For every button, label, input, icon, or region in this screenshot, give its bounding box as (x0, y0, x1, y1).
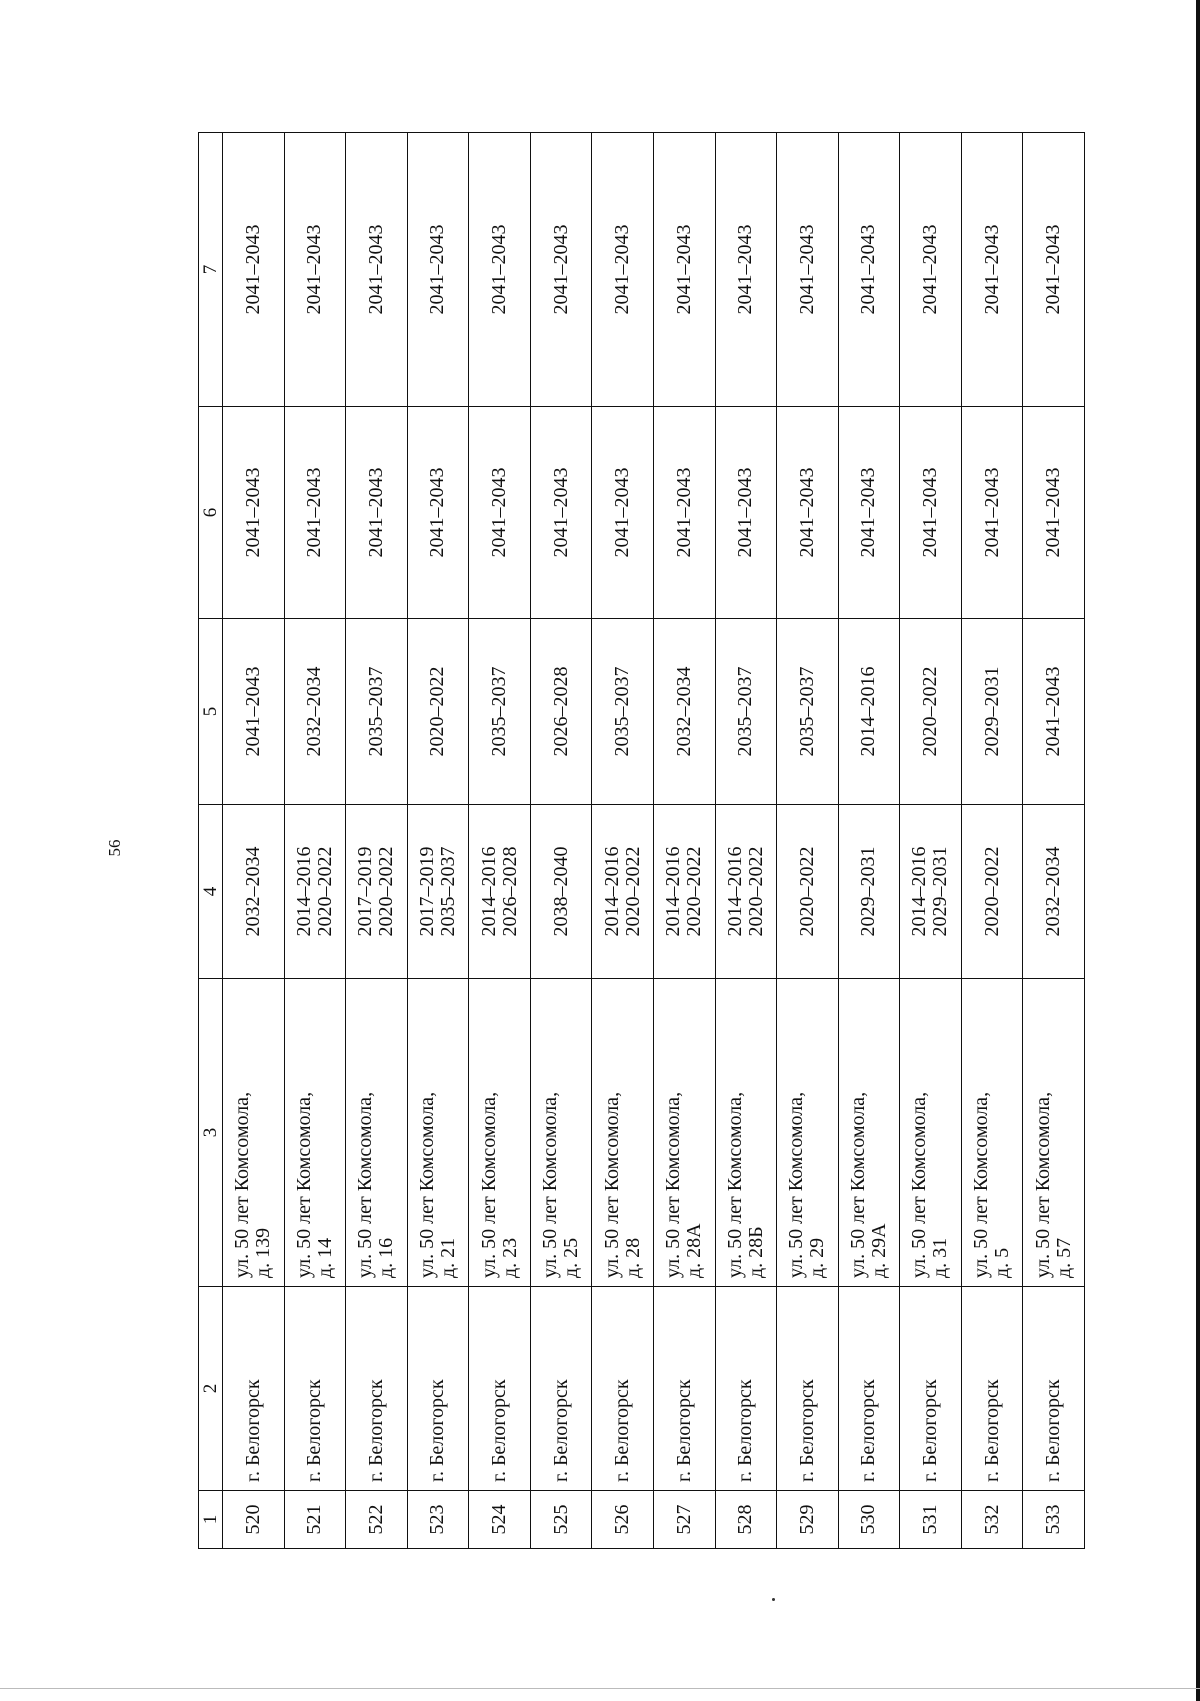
city-cell: г. Белогорск (715, 1287, 777, 1491)
city-cell: г. Белогорск (346, 1287, 408, 1491)
city-cell: г. Белогорск (838, 1287, 900, 1491)
period-5-cell: 2035–2037 (469, 619, 531, 805)
table-row (530, 133, 592, 1549)
period-4-cell (900, 805, 962, 979)
cell-line: ул. 50 лет Комсомола, (908, 1091, 931, 1278)
period-5-cell: 2032–2034 (653, 619, 715, 805)
cell-line: 2020–2022 (744, 846, 767, 937)
period-4-cell (653, 805, 715, 979)
period-7-cell: 2041–2043 (346, 133, 408, 407)
period-6-cell: 2041–2043 (284, 407, 346, 619)
row-number-cell: 520 (223, 1491, 285, 1549)
period-7-cell: 2041–2043 (777, 133, 839, 407)
header-cell-5: 5 (199, 619, 223, 805)
period-6-cell: 2041–2043 (715, 407, 777, 619)
period-7-cell: 2041–2043 (284, 133, 346, 407)
header-cell-4: 4 (199, 805, 223, 979)
cell-line: ул. 50 лет Комсомола, (477, 1091, 500, 1278)
row-number-cell: 521 (284, 1491, 346, 1549)
city-cell: г. Белогорск (469, 1287, 531, 1491)
page-number: 56 (105, 839, 124, 857)
period-6-cell: 2041–2043 (961, 407, 1023, 619)
period-7-cell: 2041–2043 (1023, 133, 1085, 407)
city-cell: г. Белогорск (777, 1287, 839, 1491)
period-6-cell: 2041–2043 (900, 407, 962, 619)
cell-line: ул. 50 лет Комсомола, (292, 1091, 315, 1278)
cell-line: 2026–2028 (498, 846, 521, 937)
city-cell: г. Белогорск (223, 1287, 285, 1491)
period-7-cell: 2041–2043 (592, 133, 654, 407)
header-cell-7: 7 (199, 133, 223, 407)
row-number-cell: 526 (592, 1491, 654, 1549)
cell-line: ул. 50 лет Комсомола, (970, 1091, 993, 1278)
period-5-cell: 2035–2037 (777, 619, 839, 805)
cell-line: д. 28Б (744, 1226, 767, 1278)
address-cell (530, 979, 592, 1287)
cell-line: 2020–2022 (683, 846, 706, 937)
cell-line: д. 29 (806, 1237, 829, 1278)
period-7-cell: 2041–2043 (530, 133, 592, 407)
table-row (715, 133, 777, 1549)
cell-line: ул. 50 лет Комсомола, (846, 1091, 869, 1278)
cell-line: д. 23 (498, 1237, 521, 1278)
row-number-cell: 529 (777, 1491, 839, 1549)
period-5-cell: 2020–2022 (900, 619, 962, 805)
cell-line: 2029–2031 (857, 846, 880, 937)
cell-line: 2020–2022 (980, 846, 1003, 937)
table-row (346, 133, 408, 1549)
row-number-cell: 522 (346, 1491, 408, 1549)
cell-line: 2014–2016 (723, 846, 746, 937)
city-cell: г. Белогорск (592, 1287, 654, 1491)
period-5-cell: 2041–2043 (1023, 619, 1085, 805)
period-6-cell: 2041–2043 (346, 407, 408, 619)
cell-line: ул. 50 лет Комсомола, (1031, 1091, 1054, 1278)
scan-bottom-line (0, 1688, 1200, 1689)
city-cell: г. Белогорск (653, 1287, 715, 1491)
city-cell: г. Белогорск (530, 1287, 592, 1491)
period-4-cell (592, 805, 654, 979)
cell-line: д. 139 (252, 1227, 275, 1278)
header-row (199, 133, 223, 1549)
period-4-cell (407, 805, 469, 979)
cell-line: ул. 50 лет Комсомола, (600, 1091, 623, 1278)
address-cell (715, 979, 777, 1287)
cell-line: 2014–2016 (908, 846, 931, 937)
period-7-cell: 2041–2043 (961, 133, 1023, 407)
cell-line: 2014–2016 (292, 846, 315, 937)
table-row (961, 133, 1023, 1549)
table-row (284, 133, 346, 1549)
cell-line: д. 5 (991, 1247, 1014, 1278)
period-5-cell: 2029–2031 (961, 619, 1023, 805)
city-cell: г. Белогорск (961, 1287, 1023, 1491)
address-cell (284, 979, 346, 1287)
address-cell (407, 979, 469, 1287)
table-row (900, 133, 962, 1549)
address-cell (838, 979, 900, 1287)
period-7-cell: 2041–2043 (900, 133, 962, 407)
cell-line: 2017–2019 (354, 846, 377, 937)
table-row (838, 133, 900, 1549)
cell-line: ул. 50 лет Комсомола, (539, 1091, 562, 1278)
row-number-cell: 524 (469, 1491, 531, 1549)
period-6-cell: 2041–2043 (653, 407, 715, 619)
table-row (653, 133, 715, 1549)
period-6-cell: 2041–2043 (469, 407, 531, 619)
period-6-cell: 2041–2043 (838, 407, 900, 619)
cell-line: д. 14 (313, 1237, 336, 1278)
period-7-cell: 2041–2043 (469, 133, 531, 407)
cell-line: 2020–2022 (621, 846, 644, 937)
period-7-cell: 2041–2043 (715, 133, 777, 407)
period-6-cell: 2041–2043 (777, 407, 839, 619)
period-4-cell (715, 805, 777, 979)
row-number-cell: 527 (653, 1491, 715, 1549)
period-4-cell (284, 805, 346, 979)
city-cell: г. Белогорск (284, 1287, 346, 1491)
cell-line: ул. 50 лет Комсомола, (415, 1091, 438, 1278)
table-row (469, 133, 531, 1549)
address-cell (900, 979, 962, 1287)
cell-line: д. 25 (560, 1237, 583, 1278)
period-6-cell: 2041–2043 (407, 407, 469, 619)
city-cell: г. Белогорск (407, 1287, 469, 1491)
schedule-table (198, 132, 1085, 1549)
cell-line: 2020–2022 (375, 846, 398, 937)
row-number-cell: 530 (838, 1491, 900, 1549)
table-row (223, 133, 285, 1549)
period-7-cell: 2041–2043 (838, 133, 900, 407)
address-cell (346, 979, 408, 1287)
address-cell (469, 979, 531, 1287)
header-cell-2: 2 (199, 1287, 223, 1491)
cell-line: д. 57 (1052, 1237, 1075, 1278)
period-6-cell: 2041–2043 (592, 407, 654, 619)
cell-line: д. 16 (375, 1237, 398, 1278)
cell-line: 2038–2040 (549, 846, 572, 937)
cell-line: ул. 50 лет Комсомола, (662, 1091, 685, 1278)
address-cell (223, 979, 285, 1287)
period-4-cell (777, 805, 839, 979)
rotated-table-container (198, 133, 1085, 1549)
cell-line: 2032–2034 (1042, 846, 1065, 937)
period-4-cell (346, 805, 408, 979)
address-cell (777, 979, 839, 1287)
period-4-cell (1023, 805, 1085, 979)
period-4-cell (530, 805, 592, 979)
row-number-cell: 532 (961, 1491, 1023, 1549)
city-cell: г. Белогорск (900, 1287, 962, 1491)
header-cell-3: 3 (199, 979, 223, 1287)
cell-line: д. 28А (683, 1223, 706, 1278)
cell-line: 2020–2022 (313, 846, 336, 937)
row-number-cell: 533 (1023, 1491, 1085, 1549)
address-cell (961, 979, 1023, 1287)
cell-line: д. 29А (867, 1223, 890, 1278)
table-row (592, 133, 654, 1549)
row-number-cell: 528 (715, 1491, 777, 1549)
row-number-cell: 525 (530, 1491, 592, 1549)
table-row (777, 133, 839, 1549)
period-5-cell: 2020–2022 (407, 619, 469, 805)
period-4-cell (838, 805, 900, 979)
period-5-cell: 2032–2034 (284, 619, 346, 805)
period-5-cell: 2041–2043 (223, 619, 285, 805)
table-body (223, 133, 1085, 1549)
period-5-cell: 2035–2037 (715, 619, 777, 805)
cell-line: 2035–2037 (436, 846, 459, 937)
cell-line: 2014–2016 (600, 846, 623, 937)
period-5-cell: 2035–2037 (592, 619, 654, 805)
cell-line: д. 31 (929, 1237, 952, 1278)
cell-line: 2029–2031 (929, 846, 952, 937)
period-5-cell: 2014–2016 (838, 619, 900, 805)
period-4-cell (961, 805, 1023, 979)
address-cell (653, 979, 715, 1287)
period-5-cell: 2035–2037 (346, 619, 408, 805)
row-number-cell: 523 (407, 1491, 469, 1549)
address-cell (592, 979, 654, 1287)
table-row (407, 133, 469, 1549)
period-6-cell: 2041–2043 (530, 407, 592, 619)
cell-line: 2032–2034 (241, 846, 264, 937)
header-cell-6: 6 (199, 407, 223, 619)
cell-line: ул. 50 лет Комсомола, (354, 1091, 377, 1278)
cell-line: ул. 50 лет Комсомола, (723, 1091, 746, 1278)
city-cell: г. Белогорск (1023, 1287, 1085, 1491)
cell-line: ул. 50 лет Комсомола, (785, 1091, 808, 1278)
period-7-cell: 2041–2043 (407, 133, 469, 407)
period-5-cell: 2026–2028 (530, 619, 592, 805)
table-row (1023, 133, 1085, 1549)
header-cell-1: 1 (199, 1491, 223, 1549)
row-number-cell: 531 (900, 1491, 962, 1549)
period-4-cell (223, 805, 285, 979)
cell-line: 2014–2016 (662, 846, 685, 937)
cell-line: 2017–2019 (415, 846, 438, 937)
cell-line: 2014–2016 (477, 846, 500, 937)
period-7-cell: 2041–2043 (223, 133, 285, 407)
period-7-cell: 2041–2043 (653, 133, 715, 407)
scan-speck (772, 1598, 775, 1601)
cell-line: д. 28 (621, 1237, 644, 1278)
period-6-cell: 2041–2043 (223, 407, 285, 619)
scan-border (1196, 0, 1200, 1701)
period-6-cell: 2041–2043 (1023, 407, 1085, 619)
period-4-cell (469, 805, 531, 979)
address-cell (1023, 979, 1085, 1287)
cell-line: д. 21 (436, 1237, 459, 1278)
cell-line: ул. 50 лет Комсомола, (231, 1091, 254, 1278)
cell-line: 2020–2022 (795, 846, 818, 937)
